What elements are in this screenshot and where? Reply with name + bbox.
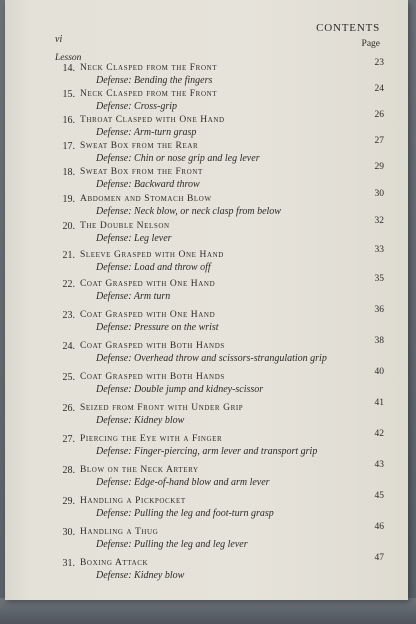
lesson-page-number: 36 <box>374 305 384 315</box>
toc-entry <box>5 429 408 466</box>
lesson-title: Blow on the Neck Artery <box>80 465 199 475</box>
lesson-page-number: 32 <box>374 216 384 226</box>
lesson-page-number: 40 <box>374 367 384 377</box>
lesson-column-header: Lesson <box>55 53 82 63</box>
lesson-number: 26. <box>62 403 75 414</box>
toc-entry <box>5 367 408 404</box>
lesson-page-number: 45 <box>374 491 384 501</box>
lesson-defense: Defense: Arm-turn grasp <box>96 127 197 138</box>
toc-entry <box>5 305 408 342</box>
lesson-page-number: 42 <box>374 429 384 439</box>
lesson-defense: Defense: Cross-grip <box>96 101 178 112</box>
lesson-number: 28. <box>62 465 75 476</box>
lesson-title: Handling a Pickpocket <box>80 496 186 506</box>
lesson-defense: Defense: Chin or nose grip and leg lever <box>96 153 260 164</box>
lesson-number: 14. <box>62 63 75 74</box>
toc-entry <box>5 491 408 528</box>
lesson-page-number: 35 <box>374 274 384 284</box>
lesson-number: 24. <box>62 341 75 352</box>
toc-entry <box>5 274 408 311</box>
lesson-title: Sweat Box from the Front <box>80 167 203 177</box>
lesson-title: Boxing Attack <box>80 558 149 568</box>
toc-entry <box>5 336 408 373</box>
lesson-defense: Defense: Overhead throw and scissors-strangulation grip <box>96 353 327 364</box>
lesson-defense: Defense: Pulling the leg and foot-turn grasp <box>96 508 274 519</box>
lesson-defense: Defense: Finger-piercing, arm lever and transport grip <box>96 446 318 457</box>
page-folio: vi <box>55 34 63 45</box>
lesson-page-number: 26 <box>374 110 384 120</box>
lesson-number: 30. <box>62 527 75 538</box>
lesson-number: 29. <box>62 496 75 507</box>
lesson-title: Handling a Thug <box>80 527 159 537</box>
lesson-page-number: 47 <box>374 553 384 563</box>
lesson-defense: Defense: Backward throw <box>96 179 200 190</box>
lesson-defense: Defense: Pulling the leg and leg lever <box>96 539 248 550</box>
lesson-title: Neck Clasped from the Front <box>80 63 218 73</box>
lesson-page-number: 30 <box>374 189 384 199</box>
lesson-number: 18. <box>62 167 75 178</box>
toc-entry <box>5 216 408 253</box>
lesson-defense: Defense: Leg lever <box>96 233 172 244</box>
toc-entry <box>5 460 408 497</box>
toc-entry <box>5 553 408 590</box>
lesson-page-number: 27 <box>374 136 384 146</box>
toc-entry <box>5 398 408 435</box>
lesson-page-number: 43 <box>374 460 384 470</box>
lesson-number: 16. <box>62 115 75 126</box>
lesson-number: 25. <box>62 372 75 383</box>
lesson-title: Seized from Front with Under Grip <box>80 403 244 413</box>
lesson-title: Coat Grasped with One Hand <box>80 279 216 289</box>
lesson-page-number: 33 <box>374 245 384 255</box>
lesson-title: Abdomen and Stomach Blow <box>80 194 212 204</box>
lesson-number: 17. <box>62 141 75 152</box>
lesson-defense: Defense: Pressure on the wrist <box>96 322 219 333</box>
lesson-page-number: 29 <box>374 162 384 172</box>
lesson-number: 31. <box>62 558 75 569</box>
lesson-number: 27. <box>62 434 75 445</box>
lesson-title: Sleeve Grasped with One Hand <box>80 250 224 260</box>
lesson-defense: Defense: Bending the fingers <box>96 75 213 86</box>
lesson-page-number: 38 <box>374 336 384 346</box>
lesson-page-number: 41 <box>374 398 384 408</box>
page-column-header: Page <box>361 39 380 49</box>
lesson-defense: Defense: Load and throw off <box>96 262 211 273</box>
lesson-title: Coat Grasped with One Hand <box>80 310 216 320</box>
lesson-defense: Defense: Edge-of-hand blow and arm lever <box>96 477 270 488</box>
lesson-title: Coat Grasped with Both Hands <box>80 372 225 382</box>
toc-entry <box>5 522 408 559</box>
lesson-number: 20. <box>62 221 75 232</box>
lesson-page-number: 24 <box>374 84 384 94</box>
table-surface <box>0 598 416 624</box>
lesson-title: Sweat Box from the Rear <box>80 141 199 151</box>
lesson-title: Throat Clasped with One Hand <box>80 115 225 125</box>
lesson-number: 19. <box>62 194 75 205</box>
toc-entry <box>5 245 408 282</box>
lesson-defense: Defense: Kidney blow <box>96 570 185 581</box>
lesson-number: 21. <box>62 250 75 261</box>
lesson-defense: Defense: Neck blow, or neck clasp from below <box>96 206 281 217</box>
lesson-page-number: 46 <box>374 522 384 532</box>
lesson-number: 15. <box>62 89 75 100</box>
lesson-page-number: 23 <box>374 58 384 68</box>
lesson-defense: Defense: Kidney blow <box>96 415 185 426</box>
lesson-number: 23. <box>62 310 75 321</box>
running-head: CONTENTS <box>316 22 380 34</box>
lesson-defense: Defense: Double jump and kidney-scissor <box>96 384 264 395</box>
book-page <box>5 0 408 600</box>
lesson-number: 22. <box>62 279 75 290</box>
lesson-title: Coat Grasped with Both Hands <box>80 341 225 351</box>
lesson-title: Neck Clasped from the Front <box>80 89 218 99</box>
lesson-title: The Double Nelson <box>80 221 170 231</box>
lesson-defense: Defense: Arm turn <box>96 291 171 302</box>
lesson-title: Piercing the Eye with a Finger <box>80 434 223 444</box>
